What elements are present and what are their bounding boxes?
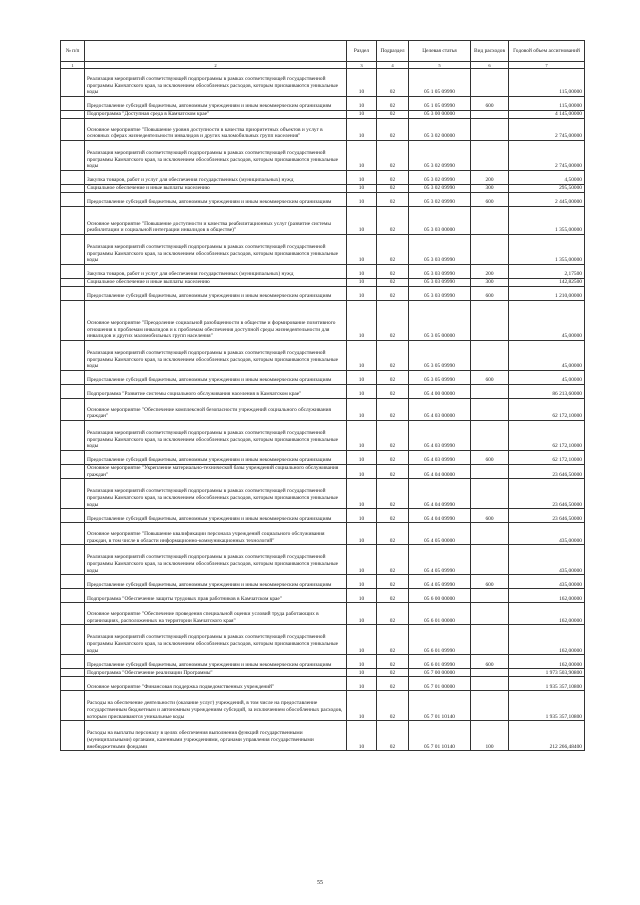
- row-vr-cell: 600: [471, 97, 509, 111]
- row-vr-cell: [471, 603, 509, 625]
- row-csr-cell: 05 3 03 09990: [409, 265, 471, 279]
- row-num-cell: [61, 111, 85, 119]
- row-razdel-cell: 10: [347, 235, 377, 265]
- table-row: [61, 385, 585, 399]
- row-sum-cell: 162,00000: [509, 625, 585, 655]
- row-sum-cell: 86 213,60000: [509, 385, 585, 399]
- table-row: [61, 119, 585, 141]
- row-sum-cell: 1 935 357,10800: [509, 677, 585, 691]
- row-vr-cell: [471, 341, 509, 371]
- row-num-cell: [61, 655, 85, 669]
- row-vr-cell: [471, 207, 509, 235]
- row-podrazdel-cell: 02: [377, 451, 409, 465]
- table-body: [61, 69, 585, 751]
- row-vr-cell: [471, 301, 509, 341]
- col-index: 3: [347, 62, 377, 69]
- row-razdel-cell: 10: [347, 545, 377, 575]
- row-sum-cell: 1 355,00000: [509, 235, 585, 265]
- table-row: [61, 603, 585, 625]
- row-razdel-cell: 10: [347, 69, 377, 97]
- row-razdel-cell: 10: [347, 669, 377, 677]
- row-vr-cell: [471, 235, 509, 265]
- table-row: [61, 207, 585, 235]
- table-row: [61, 669, 585, 677]
- row-podrazdel-cell: 02: [377, 669, 409, 677]
- table-row: [61, 193, 585, 207]
- row-csr-cell: 05 3 02 09990: [409, 185, 471, 193]
- row-podrazdel-cell: 02: [377, 287, 409, 301]
- row-vr-cell: 600: [471, 371, 509, 385]
- row-razdel-cell: 10: [347, 141, 377, 171]
- row-vr-cell: 300: [471, 185, 509, 193]
- row-vr-cell: [471, 465, 509, 479]
- row-name-cell: Предоставление субсидий бюджетным, автономным учреждениям и иным некоммерческим организациям: [85, 371, 347, 385]
- row-num-cell: [61, 509, 85, 523]
- row-podrazdel-cell: 02: [377, 523, 409, 545]
- row-num-cell: [61, 603, 85, 625]
- row-podrazdel-cell: 02: [377, 399, 409, 421]
- table-row: [61, 141, 585, 171]
- row-num-cell: [61, 141, 85, 171]
- table-row: [61, 185, 585, 193]
- row-podrazdel-cell: 02: [377, 111, 409, 119]
- table-row: [61, 97, 585, 111]
- row-num-cell: [61, 171, 85, 185]
- row-razdel-cell: 10: [347, 341, 377, 371]
- row-csr-cell: 05 6 01 00000: [409, 603, 471, 625]
- row-name-cell: Социальное обеспечение и иные выплаты населению: [85, 185, 347, 193]
- row-num-cell: [61, 465, 85, 479]
- row-name-cell: Предоставление субсидий бюджетным, автономным учреждениям и иным некоммерческим организациям: [85, 287, 347, 301]
- row-csr-cell: 05 3 03 09990: [409, 287, 471, 301]
- row-podrazdel-cell: 02: [377, 97, 409, 111]
- row-sum-cell: 4 145,00000: [509, 111, 585, 119]
- row-razdel-cell: 10: [347, 193, 377, 207]
- row-vr-cell: [471, 479, 509, 509]
- row-csr-cell: 05 4 05 09990: [409, 545, 471, 575]
- row-name-cell: Предоставление субсидий бюджетным, автономным учреждениям и иным некоммерческим организациям: [85, 655, 347, 669]
- row-podrazdel-cell: 02: [377, 193, 409, 207]
- row-vr-cell: [471, 677, 509, 691]
- col-vr-header: Вид расходов: [471, 41, 509, 62]
- table-row: [61, 465, 585, 479]
- row-podrazdel-cell: 02: [377, 465, 409, 479]
- row-csr-cell: 05 4 03 09990: [409, 451, 471, 465]
- row-podrazdel-cell: 02: [377, 575, 409, 589]
- row-razdel-cell: 10: [347, 265, 377, 279]
- row-csr-cell: 05 3 02 09990: [409, 171, 471, 185]
- col-index: 6: [471, 62, 509, 69]
- row-podrazdel-cell: 02: [377, 69, 409, 97]
- row-csr-cell: 05 3 05 09990: [409, 341, 471, 371]
- row-name-cell: Подпрограмма "Доступная среда в Камчатском крае": [85, 111, 347, 119]
- row-name-cell: Основное мероприятие "Повышение уровня доступности в качества приоритетных объектов и услуг в основных сферах жизнедеятельности инвалидов и других маломобильных групп населения": [85, 119, 347, 141]
- row-name-cell: Подпрограмма "Обеспечение защиты трудовых прав работников в Камчатском крае": [85, 589, 347, 603]
- col-index: 5: [409, 62, 471, 69]
- row-name-cell: Предоставление субсидий бюджетным, автономным учреждениям и иным некоммерческим организациям: [85, 575, 347, 589]
- row-podrazdel-cell: 02: [377, 509, 409, 523]
- row-num-cell: [61, 677, 85, 691]
- row-csr-cell: 05 3 00 00000: [409, 111, 471, 119]
- table-row: [61, 691, 585, 721]
- row-sum-cell: 1 935 357,10800: [509, 691, 585, 721]
- row-sum-cell: 2,17500: [509, 265, 585, 279]
- row-razdel-cell: 10: [347, 479, 377, 509]
- row-name-cell: Расходы на выплаты персоналу в целях обеспечения выполнения функций государственными (муниципальными) органами, казенными учреждениями, органами управления государственными внебюджетными фондами: [85, 721, 347, 751]
- col-index: 1: [61, 62, 85, 69]
- table-row: [61, 69, 585, 97]
- row-csr-cell: 05 1 05 09990: [409, 97, 471, 111]
- row-vr-cell: 600: [471, 193, 509, 207]
- row-podrazdel-cell: 02: [377, 235, 409, 265]
- row-vr-cell: 600: [471, 451, 509, 465]
- row-vr-cell: [471, 523, 509, 545]
- row-name-cell: Предоставление субсидий бюджетным, автономным учреждениям и иным некоммерческим организациям: [85, 97, 347, 111]
- row-csr-cell: 05 3 05 00000: [409, 301, 471, 341]
- row-sum-cell: 45,00000: [509, 371, 585, 385]
- table-row: [61, 301, 585, 341]
- row-razdel-cell: 10: [347, 523, 377, 545]
- row-podrazdel-cell: 02: [377, 171, 409, 185]
- row-csr-cell: 05 4 05 00000: [409, 523, 471, 545]
- row-csr-cell: 05 6 00 00000: [409, 589, 471, 603]
- row-csr-cell: 05 7 00 00000: [409, 669, 471, 677]
- table-row: [61, 341, 585, 371]
- row-podrazdel-cell: 02: [377, 421, 409, 451]
- row-name-cell: Предоставление субсидий бюджетным, автономным учреждениям и иным некоммерческим организациям: [85, 509, 347, 523]
- row-csr-cell: 05 3 05 09990: [409, 371, 471, 385]
- page-number: 55: [317, 880, 323, 886]
- row-sum-cell: 435,00000: [509, 523, 585, 545]
- row-csr-cell: 05 3 02 09990: [409, 193, 471, 207]
- table-row: [61, 721, 585, 751]
- row-name-cell: Основное мероприятие "Повышение доступности и качества реабилитационных услуг (развитие системы реабилитации и социальной интеграции инвалидов в обществе)": [85, 207, 347, 235]
- row-name-cell: Реализация мероприятий соответствующей подпрограммы в рамках соответствующей государственной программы Камчатского края, за исключением обособленных расходов, которым присваиваются уникальные коды: [85, 545, 347, 575]
- row-csr-cell: 05 4 04 09990: [409, 509, 471, 523]
- col-index: 2: [85, 62, 347, 69]
- row-sum-cell: 1 973 503,90800: [509, 669, 585, 677]
- row-csr-cell: 05 3 03 09990: [409, 235, 471, 265]
- row-podrazdel-cell: 02: [377, 655, 409, 669]
- row-podrazdel-cell: 02: [377, 589, 409, 603]
- row-razdel-cell: 10: [347, 465, 377, 479]
- row-num-cell: [61, 265, 85, 279]
- row-num-cell: [61, 589, 85, 603]
- row-csr-cell: 05 7 01 10140: [409, 691, 471, 721]
- table-row: [61, 625, 585, 655]
- column-index-row: [61, 62, 585, 69]
- row-csr-cell: 05 3 02 09990: [409, 141, 471, 171]
- row-sum-cell: 23 646,50000: [509, 479, 585, 509]
- row-podrazdel-cell: 02: [377, 279, 409, 287]
- row-razdel-cell: 10: [347, 385, 377, 399]
- row-num-cell: [61, 193, 85, 207]
- row-razdel-cell: 10: [347, 399, 377, 421]
- row-num-cell: [61, 399, 85, 421]
- table-row: [61, 371, 585, 385]
- row-podrazdel-cell: 02: [377, 545, 409, 575]
- row-num-cell: [61, 575, 85, 589]
- row-vr-cell: 600: [471, 655, 509, 669]
- row-razdel-cell: 10: [347, 111, 377, 119]
- row-sum-cell: 1 355,00000: [509, 207, 585, 235]
- row-name-cell: Реализация мероприятий соответствующей подпрограммы в рамках соответствующей государственной программы Камчатского края, за исключением обособленных расходов, которым присваиваются уникальные коды: [85, 479, 347, 509]
- row-csr-cell: 05 7 01 10140: [409, 721, 471, 751]
- table-row: [61, 655, 585, 669]
- row-name-cell: Закупка товаров, работ и услуг для обеспечения государственных (муниципальных) нужд: [85, 265, 347, 279]
- row-razdel-cell: 10: [347, 119, 377, 141]
- row-vr-cell: [471, 421, 509, 451]
- row-csr-cell: 05 4 05 09990: [409, 575, 471, 589]
- row-sum-cell: 142,82500: [509, 279, 585, 287]
- row-razdel-cell: 10: [347, 677, 377, 691]
- table-row: [61, 399, 585, 421]
- row-num-cell: [61, 207, 85, 235]
- row-csr-cell: 05 4 00 00000: [409, 385, 471, 399]
- row-sum-cell: 115,00000: [509, 69, 585, 97]
- table-row: [61, 111, 585, 119]
- table-row: [61, 421, 585, 451]
- table-row: [61, 677, 585, 691]
- row-razdel-cell: 10: [347, 301, 377, 341]
- row-vr-cell: [471, 399, 509, 421]
- row-vr-cell: [471, 69, 509, 97]
- row-sum-cell: 2 745,00000: [509, 141, 585, 171]
- row-razdel-cell: 10: [347, 287, 377, 301]
- col-sum-header: Годовой объем ассигнований: [509, 41, 585, 62]
- row-razdel-cell: 10: [347, 625, 377, 655]
- row-csr-cell: 05 4 03 09990: [409, 421, 471, 451]
- row-name-cell: Основное мероприятие "Укрепление материально-технической базы учреждений социального обслуживания граждан": [85, 465, 347, 479]
- row-name-cell: Реализация мероприятий соответствующей подпрограммы в рамках соответствующей государственной программы Камчатского края, за исключением обособленных расходов, которым присваиваются уникальные коды: [85, 341, 347, 371]
- table-row: [61, 523, 585, 545]
- row-podrazdel-cell: 02: [377, 119, 409, 141]
- col-index: 7: [509, 62, 585, 69]
- row-sum-cell: 23 646,50000: [509, 465, 585, 479]
- table-row: [61, 479, 585, 509]
- row-sum-cell: 162,00000: [509, 655, 585, 669]
- row-vr-cell: 100: [471, 721, 509, 751]
- col-podrazdel-header: Подраздел: [377, 41, 409, 62]
- row-razdel-cell: 10: [347, 603, 377, 625]
- row-vr-cell: [471, 625, 509, 655]
- row-sum-cell: 45,00000: [509, 301, 585, 341]
- row-razdel-cell: 10: [347, 509, 377, 523]
- row-name-cell: Подпрограмма "Обеспечение реализации Программы": [85, 669, 347, 677]
- row-num-cell: [61, 721, 85, 751]
- row-razdel-cell: 10: [347, 171, 377, 185]
- row-razdel-cell: 10: [347, 655, 377, 669]
- row-sum-cell: 435,00000: [509, 545, 585, 575]
- budget-table-sheet: [60, 40, 584, 751]
- col-razdel-header: Раздел: [347, 41, 377, 62]
- row-num-cell: [61, 545, 85, 575]
- table-row: [61, 451, 585, 465]
- row-sum-cell: 45,00000: [509, 341, 585, 371]
- row-name-cell: Подпрограмма "Развитие системы социального обслуживания населения в Камчатском крае": [85, 385, 347, 399]
- row-num-cell: [61, 625, 85, 655]
- row-name-cell: Предоставление субсидий бюджетным, автономным учреждениям и иным некоммерческим организациям: [85, 451, 347, 465]
- table-row: [61, 509, 585, 523]
- row-vr-cell: [471, 111, 509, 119]
- row-vr-cell: [471, 545, 509, 575]
- table-row: [61, 265, 585, 279]
- row-sum-cell: 212 266,48400: [509, 721, 585, 751]
- row-razdel-cell: 10: [347, 421, 377, 451]
- row-num-cell: [61, 119, 85, 141]
- row-num-cell: [61, 341, 85, 371]
- row-num-cell: [61, 279, 85, 287]
- row-razdel-cell: 10: [347, 97, 377, 111]
- row-razdel-cell: 10: [347, 575, 377, 589]
- row-csr-cell: 05 4 03 00000: [409, 399, 471, 421]
- row-podrazdel-cell: 02: [377, 141, 409, 171]
- row-num-cell: [61, 301, 85, 341]
- row-vr-cell: [471, 385, 509, 399]
- row-sum-cell: 435,00000: [509, 575, 585, 589]
- row-razdel-cell: 10: [347, 451, 377, 465]
- row-sum-cell: 295,50000: [509, 185, 585, 193]
- row-name-cell: Основное мероприятие "Обеспечение проведения специальной оценки условий труда работающих в организациях, расположенных на территории Камчатского края": [85, 603, 347, 625]
- row-name-cell: Реализация мероприятий соответствующей подпрограммы в рамках соответствующей государственной программы Камчатского края, за исключением обособленных расходов, которым присваиваются уникальные коды: [85, 421, 347, 451]
- row-num-cell: [61, 523, 85, 545]
- row-podrazdel-cell: 02: [377, 479, 409, 509]
- row-name-cell: Реализация мероприятий соответствующей подпрограммы в рамках соответствующей государственной программы Камчатского края, за исключением обособленных расходов, которым присваиваются уникальные коды: [85, 625, 347, 655]
- row-razdel-cell: 10: [347, 279, 377, 287]
- row-num-cell: [61, 185, 85, 193]
- row-csr-cell: 05 6 01 09990: [409, 655, 471, 669]
- row-sum-cell: 162,00000: [509, 603, 585, 625]
- row-name-cell: Закупка товаров, работ и услуг для обеспечения государственных (муниципальных) нужд: [85, 171, 347, 185]
- row-sum-cell: 1 210,00000: [509, 287, 585, 301]
- row-sum-cell: 2 445,00000: [509, 193, 585, 207]
- row-podrazdel-cell: 02: [377, 677, 409, 691]
- row-name-cell: Основное мероприятие "Преодоление социальной разобщенности в обществе и формирование позитивного отношения к проблемам инвалидов и к проблемам обеспечения доступной среды жизнедеятельности для инвалидов и других маломобильных групп населения": [85, 301, 347, 341]
- row-sum-cell: 4,50000: [509, 171, 585, 185]
- row-name-cell: Основное мероприятие "Обеспечение комплексной безопасности учреждений социального обслуживания граждан": [85, 399, 347, 421]
- table-row: [61, 575, 585, 589]
- row-num-cell: [61, 235, 85, 265]
- row-csr-cell: 05 3 03 09990: [409, 279, 471, 287]
- row-sum-cell: 2 745,00000: [509, 119, 585, 141]
- row-sum-cell: 62 172,10000: [509, 421, 585, 451]
- row-vr-cell: 600: [471, 287, 509, 301]
- row-vr-cell: 600: [471, 509, 509, 523]
- row-csr-cell: 05 7 01 00000: [409, 677, 471, 691]
- row-podrazdel-cell: 02: [377, 603, 409, 625]
- col-name-header: [85, 41, 347, 62]
- row-name-cell: Предоставление субсидий бюджетным, автономным учреждениям и иным некоммерческим организациям: [85, 193, 347, 207]
- row-csr-cell: 05 6 01 09990: [409, 625, 471, 655]
- row-podrazdel-cell: 02: [377, 341, 409, 371]
- row-vr-cell: [471, 119, 509, 141]
- row-razdel-cell: 10: [347, 721, 377, 751]
- row-num-cell: [61, 385, 85, 399]
- row-csr-cell: 05 3 02 00000: [409, 119, 471, 141]
- row-num-cell: [61, 691, 85, 721]
- table-row: [61, 287, 585, 301]
- row-num-cell: [61, 97, 85, 111]
- row-razdel-cell: 10: [347, 207, 377, 235]
- row-razdel-cell: 10: [347, 589, 377, 603]
- row-num-cell: [61, 451, 85, 465]
- row-csr-cell: 05 4 04 09990: [409, 479, 471, 509]
- row-num-cell: [61, 479, 85, 509]
- budget-allocation-table: [60, 40, 585, 751]
- row-csr-cell: 05 4 04 00000: [409, 465, 471, 479]
- row-vr-cell: [471, 691, 509, 721]
- row-csr-cell: 05 1 05 09990: [409, 69, 471, 97]
- row-num-cell: [61, 669, 85, 677]
- row-sum-cell: 62 172,10000: [509, 399, 585, 421]
- row-csr-cell: 05 3 03 00000: [409, 207, 471, 235]
- row-razdel-cell: 10: [347, 691, 377, 721]
- row-name-cell: Основное мероприятие "Повышение квалификации персонала учреждений социального обслуживания граждан, в том числе в области информационно-коммуникационных технологий": [85, 523, 347, 545]
- row-name-cell: Основное мероприятие "Финансовая поддержка подведомственных учреждений": [85, 677, 347, 691]
- row-num-cell: [61, 287, 85, 301]
- table-row: [61, 171, 585, 185]
- header-row: [61, 41, 585, 62]
- row-podrazdel-cell: 02: [377, 207, 409, 235]
- row-sum-cell: 162,00000: [509, 589, 585, 603]
- row-razdel-cell: 10: [347, 371, 377, 385]
- row-vr-cell: [471, 669, 509, 677]
- row-name-cell: Расходы на обеспечение деятельности (оказание услуг) учреждений, в том числе на предоставление государственным бюджетным и автономным учреждениям субсидий, за исключением обособленных расходов, которым присваиваются уникальные коды: [85, 691, 347, 721]
- row-podrazdel-cell: 02: [377, 185, 409, 193]
- row-num-cell: [61, 371, 85, 385]
- row-vr-cell: 200: [471, 171, 509, 185]
- row-razdel-cell: 10: [347, 185, 377, 193]
- row-podrazdel-cell: 02: [377, 371, 409, 385]
- row-podrazdel-cell: 02: [377, 301, 409, 341]
- col-csr-header: Целевая статья: [409, 41, 471, 62]
- row-num-cell: [61, 421, 85, 451]
- row-vr-cell: [471, 589, 509, 603]
- row-sum-cell: 115,00000: [509, 97, 585, 111]
- row-sum-cell: 62 172,10000: [509, 451, 585, 465]
- table-row: [61, 279, 585, 287]
- col-index: 4: [377, 62, 409, 69]
- row-name-cell: Социальное обеспечение и иные выплаты населению: [85, 279, 347, 287]
- row-name-cell: Реализация мероприятий соответствующей подпрограммы в рамках соответствующей государственной программы Камчатского края, за исключением обособленных расходов, которым присваиваются уникальные коды: [85, 235, 347, 265]
- table-row: [61, 545, 585, 575]
- row-vr-cell: 200: [471, 265, 509, 279]
- row-vr-cell: [471, 141, 509, 171]
- row-podrazdel-cell: 02: [377, 691, 409, 721]
- row-podrazdel-cell: 02: [377, 721, 409, 751]
- row-vr-cell: 600: [471, 575, 509, 589]
- row-podrazdel-cell: 02: [377, 625, 409, 655]
- row-sum-cell: 23 646,50000: [509, 509, 585, 523]
- row-name-cell: Реализация мероприятий соответствующей подпрограммы в рамках соответствующей государственной программы Камчатского края, за исключением обособленных расходов, которым присваиваются уникальные коды: [85, 141, 347, 171]
- table-row: [61, 235, 585, 265]
- table-row: [61, 589, 585, 603]
- col-num-header: № п/п: [61, 41, 85, 62]
- row-podrazdel-cell: 02: [377, 265, 409, 279]
- row-num-cell: [61, 69, 85, 97]
- row-name-cell: Реализация мероприятий соответствующей подпрограммы в рамках соответствующей государственной программы Камчатского края, за исключением обособленных расходов, которым присваиваются уникальные коды: [85, 69, 347, 97]
- row-vr-cell: 300: [471, 279, 509, 287]
- row-podrazdel-cell: 02: [377, 385, 409, 399]
